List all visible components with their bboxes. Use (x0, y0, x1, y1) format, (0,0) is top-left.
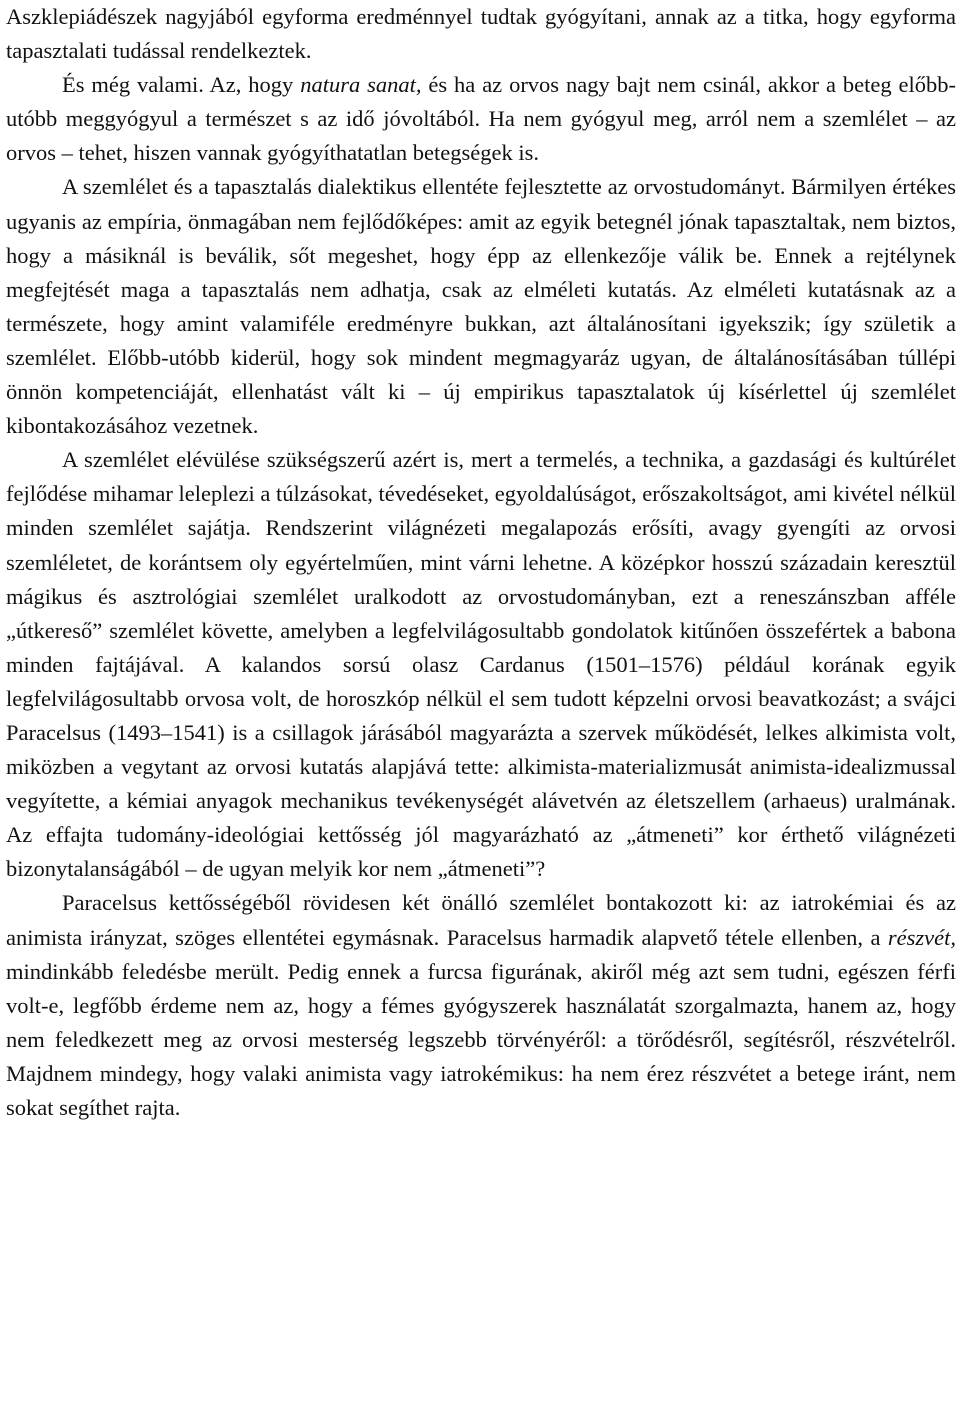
paragraph-5 (6, 886, 956, 1125)
paragraph-2-text-b: és ha az orvos nagy bajt nem csinál, akkor a beteg előbb-utóbb meggyógyul a természet s az idő jóvoltából. Ha nem gyógyul meg, arról nem a szemlélet – az orvos – tehet, hiszen vannak gyógyíthatatlan betegségek is. (6, 72, 956, 166)
paragraph-2-italic-phrase: natura sanat, (300, 72, 422, 98)
paragraph-5-text-b: mindinkább feledésbe merült. Pedig ennek a furcsa figurának, akiről még azt sem tudni, egészen férfi volt-e, legfőbb érdeme nem az, hogy a fémes gyógyszerek használatát szorgalmazta, hanem az, hogy nem feledkezett meg az orvosi mesterség legszebb törvényéről: a törődésről, segítésről, részvételről. Majdnem mindegy, hogy valaki animista vagy iatrokémikus: ha nem érez részvétet a betege iránt, nem sokat segíthet rajta. (6, 958, 956, 1120)
paragraph-4 (6, 443, 956, 886)
paragraph-4-text: A szemlélet elévülése szükségszerű azért is, mert a termelés, a technika, a gazdasági és kultúrélet fejlődése mihamar leleplezi a túlzásokat, tévedéseket, egyoldalúságot, erőszakoltságot, ami kivétel nélkül minden szemlélet sajátja. Rendszerint világnézeti megalapozás erősíti, avagy gyengíti az orvosi szemléletet, de korántsem oly egyértelműen, mint várni lehetne. A középkor hosszú századain keresztül mágikus és asztrológiai szemlélet uralkodott az orvostudományban, ezt a reneszánszban afféle „útkereső” szemlélet követte, amelyben a legfelvilágosultabb gondolatok kitűnően összefértek a babona minden fajtájával. A kalandos sorsú olasz Cardanus (1501–1576) például korának egyik legfelvilágosultabb orvosa volt, de horoszkóp nélkül el sem tudott képzelni orvosi beavatkozást; a svájci Paracelsus (1493–1541) is a csillagok járásából magyarázta a szervek működését, lelkes alkimista volt, miközben a vegytant az orvosi kutatás alapjává tette: alkimista-materializmusát animista-idealizmussal vegyítette, a kémiai anyagok mechanikus tevékenységét alávetvén az életszellem (arhaeus) uralmának. Az effajta tudomány-ideológiai kettősség jól magyarázható az „átmeneti” kor érthető világnézeti bizonytalanságából – de ugyan melyik kor nem „átmeneti”? (6, 447, 956, 882)
paragraph-5-text-a: Paracelsus kettősségéből rövidesen két önálló szemlélet bontakozott ki: az iatrokémiai és az animista irányzat, szöges ellentétei egymásnak. Paracelsus harmadik alapvető tétele ellenben, a (6, 890, 956, 950)
paragraph-3 (6, 170, 956, 443)
paragraph-5-italic-phrase: részvét, (887, 924, 956, 950)
paragraph-2-text-a: És még valami. Az, hogy (62, 72, 301, 98)
document-page (6, 0, 956, 1125)
paragraph-2 (6, 68, 956, 170)
paragraph-3-text: A szemlélet és a tapasztalás dialektikus ellentéte fejlesztette az orvostudományt. Bármilyen értékes ugyanis az empíria, önmagában nem fejlődőképes: amit az egyik betegnél jónak tapasztaltak, nem biztos, hogy a másiknál is beválik, sőt megeshet, hogy épp az ellenkezője válik be. Ennek a rejtélynek megfejtését maga a tapasztalás nem adhatja, csak az elméleti kutatás. Az elméleti kutatásnak az a természete, hogy amint valamiféle eredményre bukkan, azt általánosítani igyekszik; így születik a szemlélet. Előbb-utóbb kiderül, hogy sok mindent megmagyaráz ugyan, de általánosításában túllépi önnön kompetenciáját, ellenhatást vált ki – új empirikus tapasztalatok új kísérlettel új szemlélet kibontakozásához vezetnek. (6, 174, 956, 439)
paragraph-1-text: Aszklepiádészek nagyjából egyforma eredménnyel tudtak gyógyítani, annak az a titka, hogy egyforma tapasztalati tudással rendelkeztek. (6, 4, 956, 64)
paragraph-1 (6, 0, 956, 68)
